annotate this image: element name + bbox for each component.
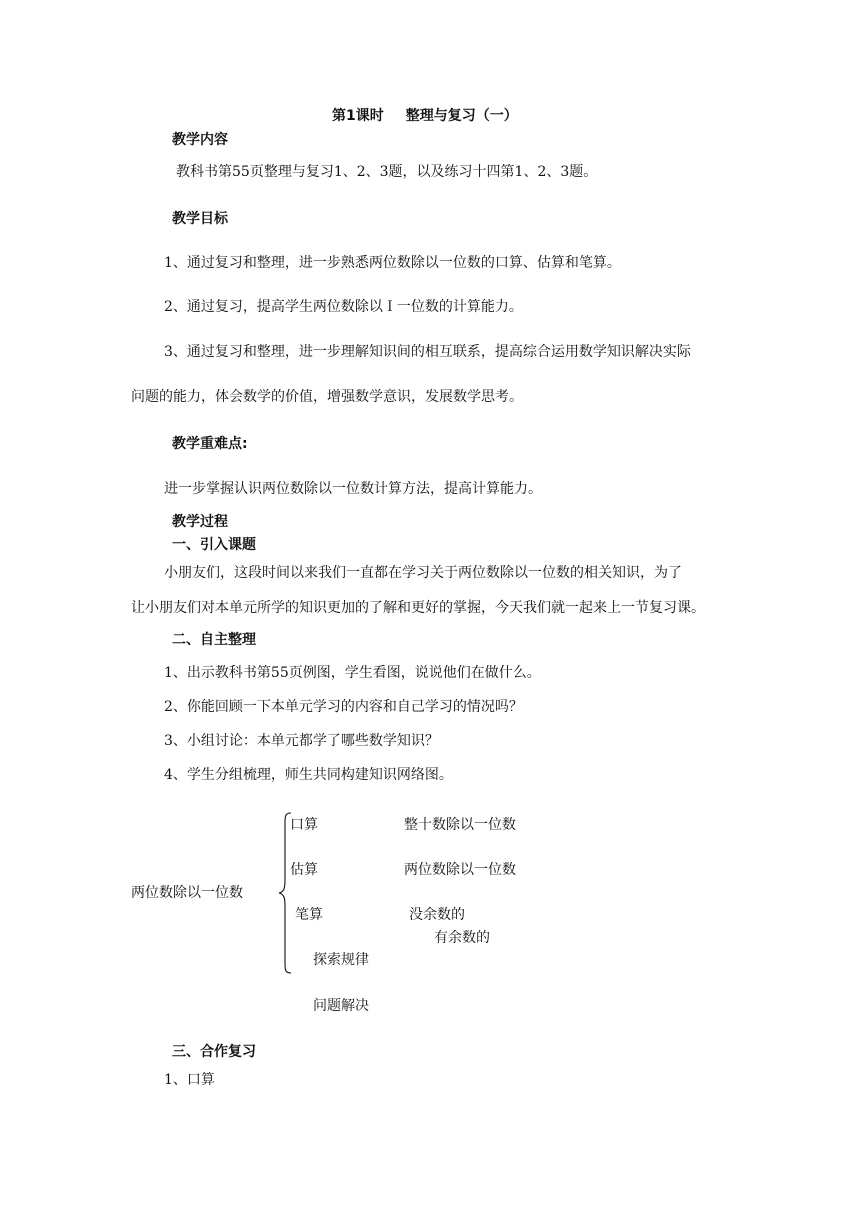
page-title bbox=[332, 107, 518, 125]
branch-oral: 口算 bbox=[290, 817, 318, 833]
goal-3-line-1: 3、通过复习和整理，进一步理解知识间的相互联系，提高综合运用数学知识解决实际 bbox=[164, 344, 691, 360]
branch-explore: 探索规律 bbox=[313, 952, 369, 968]
network-root: 两位数除以一位数 bbox=[131, 885, 243, 901]
branch-solve: 问题解决 bbox=[313, 998, 369, 1014]
written-detail-no-remainder: 没余数的 bbox=[409, 907, 465, 923]
section-2-heading: 二、自主整理 bbox=[172, 632, 256, 648]
goal-2: 2、通过复习，提高学生两位数除以Ｉ一位数的计算能力。 bbox=[164, 299, 523, 315]
section-3-item-1: 1、口算 bbox=[164, 1072, 215, 1088]
section-1-line-1: 小朋友们，这段时间以来我们一直都在学习关于两位数除以一位数的相关知识，为了 bbox=[164, 565, 682, 581]
section-2-item-3: 3、小组讨论：本单元都学了哪些数学知识？ bbox=[164, 733, 439, 749]
content-text: 教科书第55页整理与复习1、2、3题，以及练习十四第1、2、3题。 bbox=[176, 164, 598, 180]
estimate-detail: 两位数除以一位数 bbox=[404, 862, 516, 878]
section-1-heading: 一、引入课题 bbox=[172, 537, 256, 553]
branch-written: 笔算 bbox=[295, 907, 323, 923]
process-heading: 教学过程 bbox=[172, 514, 228, 530]
section-1-line-2: 让小朋友们对本单元所学的知识更加的了解和更好的掌握，今天我们就一起来上一节复习课。 bbox=[131, 600, 705, 616]
written-detail-remainder: 有余数的 bbox=[434, 930, 490, 946]
section-2-item-2: 2、你能回顾一下本单元学习的内容和自己学习的情况吗？ bbox=[164, 699, 523, 715]
branch-estimate: 估算 bbox=[290, 862, 318, 878]
goals-heading: 教学目标 bbox=[172, 211, 228, 227]
lesson-topic: 整理与复习（一） bbox=[405, 108, 518, 124]
key-points-text: 进一步掌握认识两位数除以一位数计算方法，提高计算能力。 bbox=[164, 481, 542, 497]
oral-detail: 整十数除以一位数 bbox=[404, 817, 516, 833]
curly-brace-icon bbox=[278, 812, 292, 974]
key-points-heading: 教学重难点: bbox=[172, 436, 248, 452]
goal-3-line-2: 问题的能力，体会数学的价值，增强数学意识，发展数学思考。 bbox=[131, 389, 523, 405]
lesson-number: 第1课时 bbox=[332, 108, 384, 124]
section-3-heading: 三、合作复习 bbox=[172, 1044, 256, 1060]
content-heading: 教学内容 bbox=[172, 132, 228, 148]
section-2-item-1: 1、出示教科书第55页例图，学生看图，说说他们在做什么。 bbox=[164, 665, 541, 681]
section-2-item-4: 4、学生分组梳理，师生共同构建知识网络图。 bbox=[164, 767, 453, 783]
goal-1: 1、通过复习和整理，进一步熟悉两位数除以一位数的口算、估算和笔算。 bbox=[164, 255, 621, 271]
